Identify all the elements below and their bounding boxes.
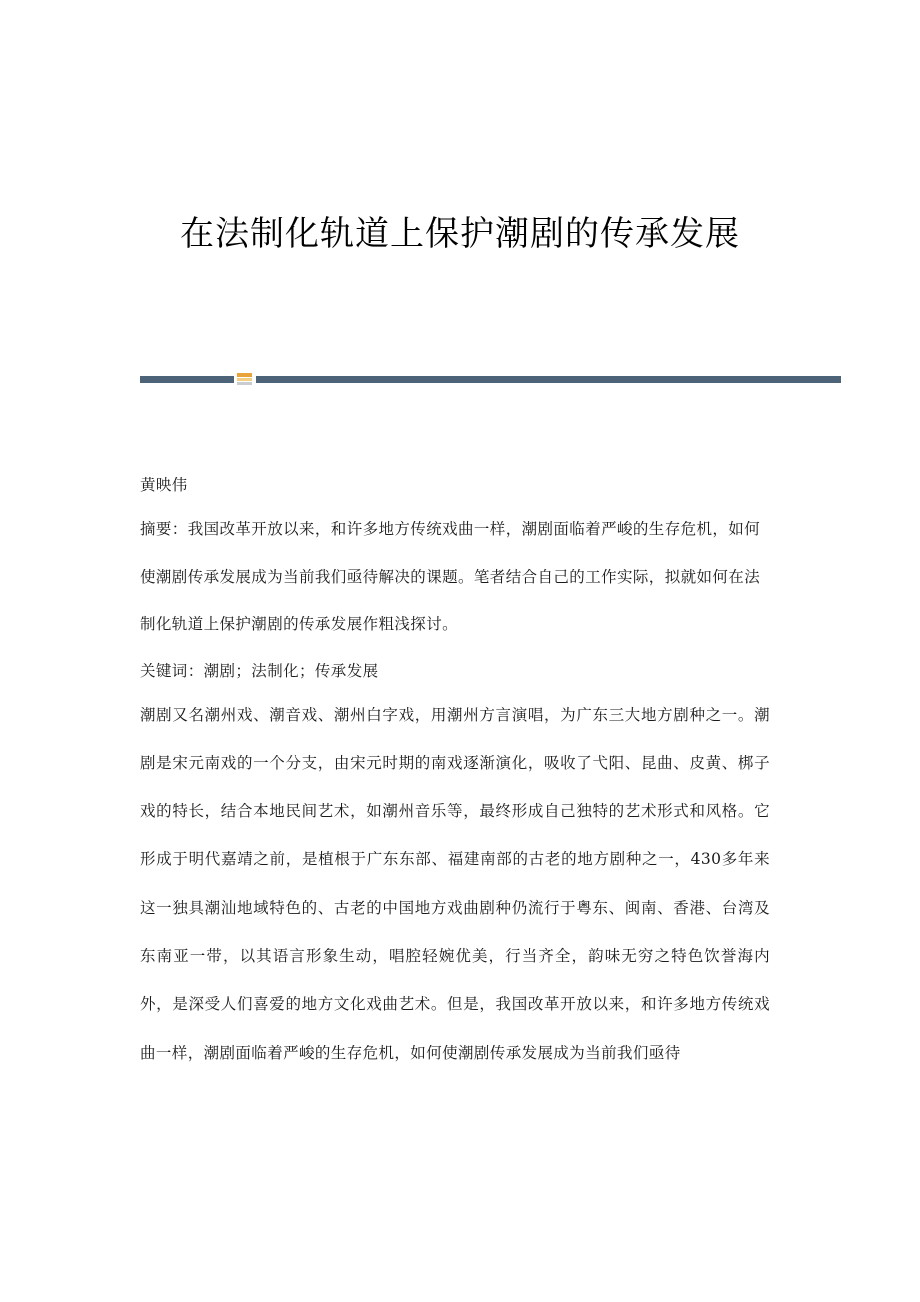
divider-ornament-icon xyxy=(237,373,252,385)
body-paragraph: 潮剧又名潮州戏、潮音戏、潮州白字戏，用潮州方言演唱，为广东三大地方剧种之一。潮剧是宋元南戏的一个分支，由宋元时期的南戏逐渐演化，吸收了弋阳、昆曲、皮黄、梆子戏的特长，结合本地民间艺术，如潮州音乐等，最终形成自己独特的艺术形式和风格。它形成于明代嘉靖之前，是植根于广东东部、福建南部的古老的地方剧种之一，430多年来这一独具潮汕地域特色的、古老的中国地方戏曲剧种仍流行于粤东、闽南、香港、台湾及东南亚一带，以其语言形象生动，唱腔轻婉优美，行当齐全，韵味无穷之特色饮誉海内外，是深受人们喜爱的地方文化戏曲艺术。但是，我国改革开放以来，和许多地方传统戏曲一样，潮剧面临着严峻的生存危机，如何使潮剧传承发展成为当前我们亟待 xyxy=(140,705,770,1062)
keywords-line: 关键词：潮剧；法制化；传承发展 xyxy=(140,661,379,680)
document-body xyxy=(140,471,770,1077)
document-title: 在法制化轨道上保护潮剧的传承发展 xyxy=(180,214,740,254)
divider-bar-left xyxy=(140,376,234,383)
abstract-paragraph: 摘要：我国改革开放以来，和许多地方传统戏曲一样，潮剧面临着严峻的生存危机，如何使潮剧传承发展成为当前我们亟待解决的课题。笔者结合自己的工作实际，拟就如何在法制化轨道上保护潮剧的传承发展作粗浅探讨。 xyxy=(140,520,761,633)
title-divider xyxy=(140,372,841,386)
divider-bar-right xyxy=(256,376,841,383)
author-name: 黄映伟 xyxy=(140,476,188,494)
